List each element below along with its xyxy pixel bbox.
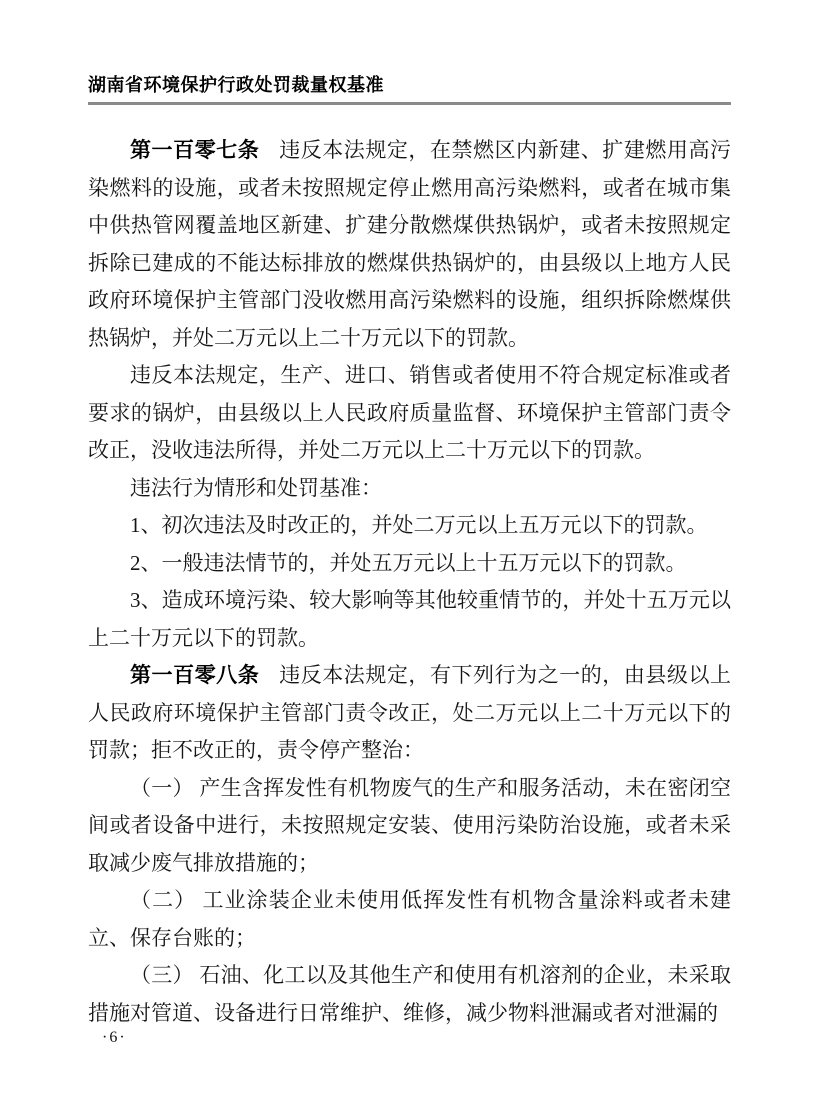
sub-item-2 (88, 882, 731, 957)
paragraph-text: 违反本法规定，生产、进口、销售或者使用不符合规定标准或者要求的锅炉，由县级以上人民政府质量监督、环境保护主管部门责令改正，没收违法所得，并处二万元以上二十万元以下的罚款。 (88, 363, 731, 462)
paragraph-text: 违反本法规定，有下列行为之一的，由县级以上人民政府环境保护主管部门责令改正，处二万元以上二十万元以下的罚款；拒不改正的，责令停产整治： (88, 663, 732, 762)
paragraph-text: （二） 工业涂装企业未使用低挥发性有机物含量涂料或者未建立、保存台账的； (88, 888, 731, 950)
paragraph-article-108 (88, 657, 731, 770)
paragraph (88, 357, 731, 470)
paragraph-text: 违法行为情形和处罚基准： (130, 475, 382, 500)
article-number: 第一百零七条 (130, 139, 260, 162)
article-number: 第一百零八条 (130, 664, 260, 687)
paragraph-text: 2、一般违法情节的，并处五万元以上十五万元以下的罚款。 (130, 550, 687, 575)
paragraph-text: 1、初次违法及时改正的，并处二万元以上五万元以下的罚款。 (130, 513, 708, 537)
paragraph-text: 违反本法规定，在禁燃区内新建、扩建燃用高污染燃料的设施，或者未按照规定停止燃用高污染燃料，或者在城市集中供热管网覆盖地区新建、扩建分散燃煤供热锅炉，或者未按照规定拆除已建成的不能达标排放的燃煤供热锅炉的，由县级以上地方人民政府环境保护主管部门没收燃用高污染燃料的设施，组织拆除燃煤供热锅炉，并处二万元以上二十万元以下的罚款。 (88, 138, 732, 350)
paragraph-text: （三） 石油、化工以及其他生产和使用有机溶剂的企业，未采取措施对管道、设备进行日常维护、维修，减少物料泄漏或者对泄漏的 (88, 963, 731, 1025)
page-number: ·6· (102, 1029, 127, 1046)
paragraph (88, 470, 731, 508)
list-item-2 (88, 545, 731, 583)
paragraph-text: （一） 产生含挥发性有机物废气的生产和服务活动，未在密闭空间或者设备中进行，未按照规定安装、使用污染防治设施，或者未采取减少废气排放措施的； (88, 775, 731, 875)
list-item-1 (88, 507, 731, 545)
list-item-3 (88, 582, 731, 657)
document-header-title: 湖南省环境保护行政处罚裁量权基准 (88, 75, 384, 95)
paragraph-text: 3、造成环境污染、较大影响等其他较重情节的，并处十五万元以上二十万元以下的罚款。 (88, 588, 731, 650)
header-rule-divider (88, 102, 731, 105)
paragraph-article-107 (88, 132, 731, 357)
sub-item-3 (88, 957, 731, 1032)
document-body (88, 132, 731, 1032)
sub-item-1 (88, 770, 731, 883)
